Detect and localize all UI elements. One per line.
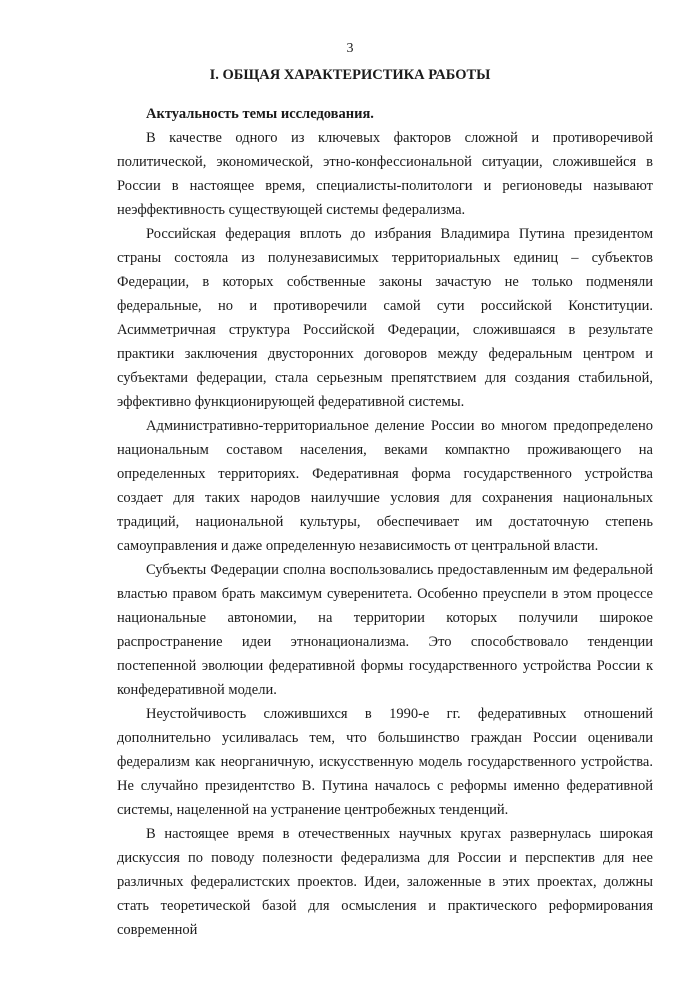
section-heading: I. ОБЩАЯ ХАРАКТЕРИСТИКА РАБОТЫ	[209, 67, 491, 83]
paragraph-4: Субъекты Федерации сполна воспользовались предоставленным им федеральной властью правом брать максимум суверенитета. Особенно преуспели в этом процессе национальные автономии, на территории которых получили широкое распространение идеи этнонационализма. Это способствовало тенденции постепенной эволюции федеративной формы государственного устройства России к конфедеративной модели.	[117, 562, 653, 698]
page-number: 3	[346, 41, 354, 56]
subsection-heading: Актуальность темы исследования.	[146, 106, 374, 122]
paragraph-6: В настоящее время в отечественных научных кругах развернулась широкая дискуссия по поводу полезности федерализма для России и перспектив для нее различных федералистских проектов. Идеи, заложенные в этих проектах, должны стать теоретической базой для осмысления и практического реформирования современной	[117, 826, 653, 938]
paragraph-2: Российская федерация вплоть до избрания Владимира Путина президентом страны состояла из полунезависимых территориальных единиц – субъектов Федерации, в которых собственные законы зачастую не только подменяли федеральные, но и противоречили самой сути российской Конституции. Асимметричная структура Российской Федерации, сложившаяся в результате практики заключения двусторонних договоров между федеральным центром и субъектами федерации, стала серьезным препятствием для создания стабильной, эффективно функционирующей федеративной системы.	[117, 226, 653, 410]
paragraph-5: Неустойчивость сложившихся в 1990-е гг. федеративных отношений дополнительно усиливалась тем, что большинство граждан России оценивали федерализм как неорганичную, искусственную модель государственного устройства. Не случайно президентство В. Путина началось с реформы именно федеративной системы, нацеленной на устранение центробежных тенденций.	[117, 706, 653, 818]
paragraph-1: В качестве одного из ключевых факторов сложной и противоречивой политической, экономической, этно-конфессиональной ситуации, сложившейся в России в настоящее время, специалисты-политологи и регионоведы называют неэффективность существующей системы федерализма.	[117, 130, 653, 218]
body-text	[117, 102, 653, 942]
paragraph-3: Административно-территориальное деление России во многом предопределено национальным составом населения, веками компактно проживающего на определенных территориях. Федеративная форма государственного устройства создает для таких народов наилучшие условия для сохранения национальных традиций, национальной культуры, обеспечивает им достаточную степень самоуправления и даже определенную независимость от центральной власти.	[117, 418, 653, 554]
